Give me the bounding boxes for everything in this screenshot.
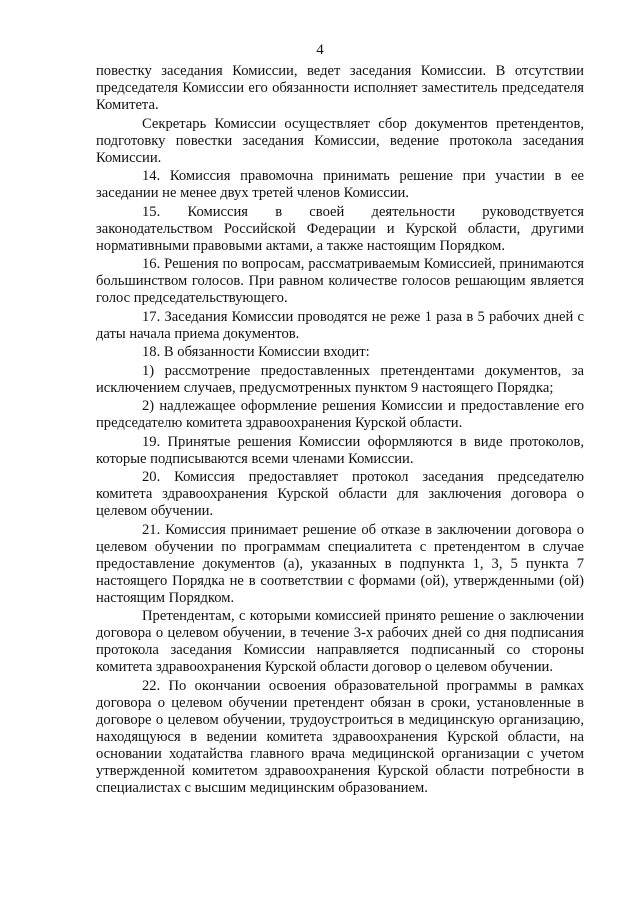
paragraph-item-19: 19. Принятые решения Комиссии оформляются в виде протоколов, которые подписываются всеми членами Комиссии.: [96, 433, 584, 467]
paragraph-item-16: 16. Решения по вопросам, рассматриваемым Комиссией, принимаются большинством голосов. При равном количестве голосов решающим является голос председательствующего.: [96, 256, 584, 306]
paragraph-item-18-sub-1: 1) рассмотрение предоставленных претендентами документов, за исключением случаев, предусмотренных пунктом 9 настоящего Порядка;: [96, 362, 584, 396]
paragraph-secretary-duties: Секретарь Комиссии осуществляет сбор документов претендентов, подготовку повестки заседания Комиссии, ведение протокола заседания Комиссии.: [96, 115, 584, 166]
paragraph-item-21: 21. Комиссия принимает решение об отказе в заключении договора о целевом обучении по программам специалитета с претендентом в случае предоставление документов (а), указанных в подпункта 1, 3, 5 пункта 7 настоящего Порядка не в соответствии с формами (ой), утвержденными (ой) настоящим Порядком.: [96, 521, 584, 606]
paragraph-item-17: 17. Заседания Комиссии проводятся не реже 1 раза в 5 рабочих дней с даты начала приема документов.: [96, 308, 584, 342]
paragraph-chair-duties-continued: повестку заседания Комиссии, ведет заседания Комиссии. В отсутствии председателя Комиссии его обязанности исполняет заместитель председателя Комитета.: [96, 63, 584, 113]
document-body: [96, 63, 584, 798]
paragraph-item-20: 20. Комиссия предоставляет протокол заседания председателю комитета здравоохранения Курской области для заключения договора о целевом обучении.: [96, 469, 584, 519]
paragraph-applicants-contract: Претендентам, с которыми комиссией принято решение о заключении договора о целевом обучении, в течение 3-х рабочих дней со дня подписания протокола заседания Комиссии направляется подписанный со стороны комитета здравоохранения Курской области договор о целевом обучении.: [96, 608, 584, 675]
paragraph-item-18: 18. В обязанности Комиссии входит:: [142, 344, 370, 360]
page-number: 4: [316, 42, 324, 58]
paragraph-item-22: 22. По окончании освоения образовательной программы в рамках договора о целевом обучении претендент обязан в сроки, установленные в договоре о целевом обучении, трудоустроиться в медицинскую организацию, находящуюся в ведении комитета здравоохранения Курской области, на основании ходатайства главного врача медицинской организации с учетом утвержденной комитетом здравоохранения Курской области потребности в специалистах с высшим медицинским образованием.: [96, 677, 584, 796]
paragraph-item-14: 14. Комиссия правомочна принимать решение при участии в ее заседании не менее двух третей членов Комиссии.: [96, 168, 584, 201]
paragraph-item-15: 15. Комиссия в своей деятельности руководствуется законодательством Российской Федерации и Курской области, другими нормативными правовыми актами, а также настоящим Порядком.: [96, 203, 584, 254]
paragraph-item-18-sub-2: 2) надлежащее оформление решения Комиссии и предоставление его председателю комитета здравоохранения Курской области.: [96, 398, 584, 431]
